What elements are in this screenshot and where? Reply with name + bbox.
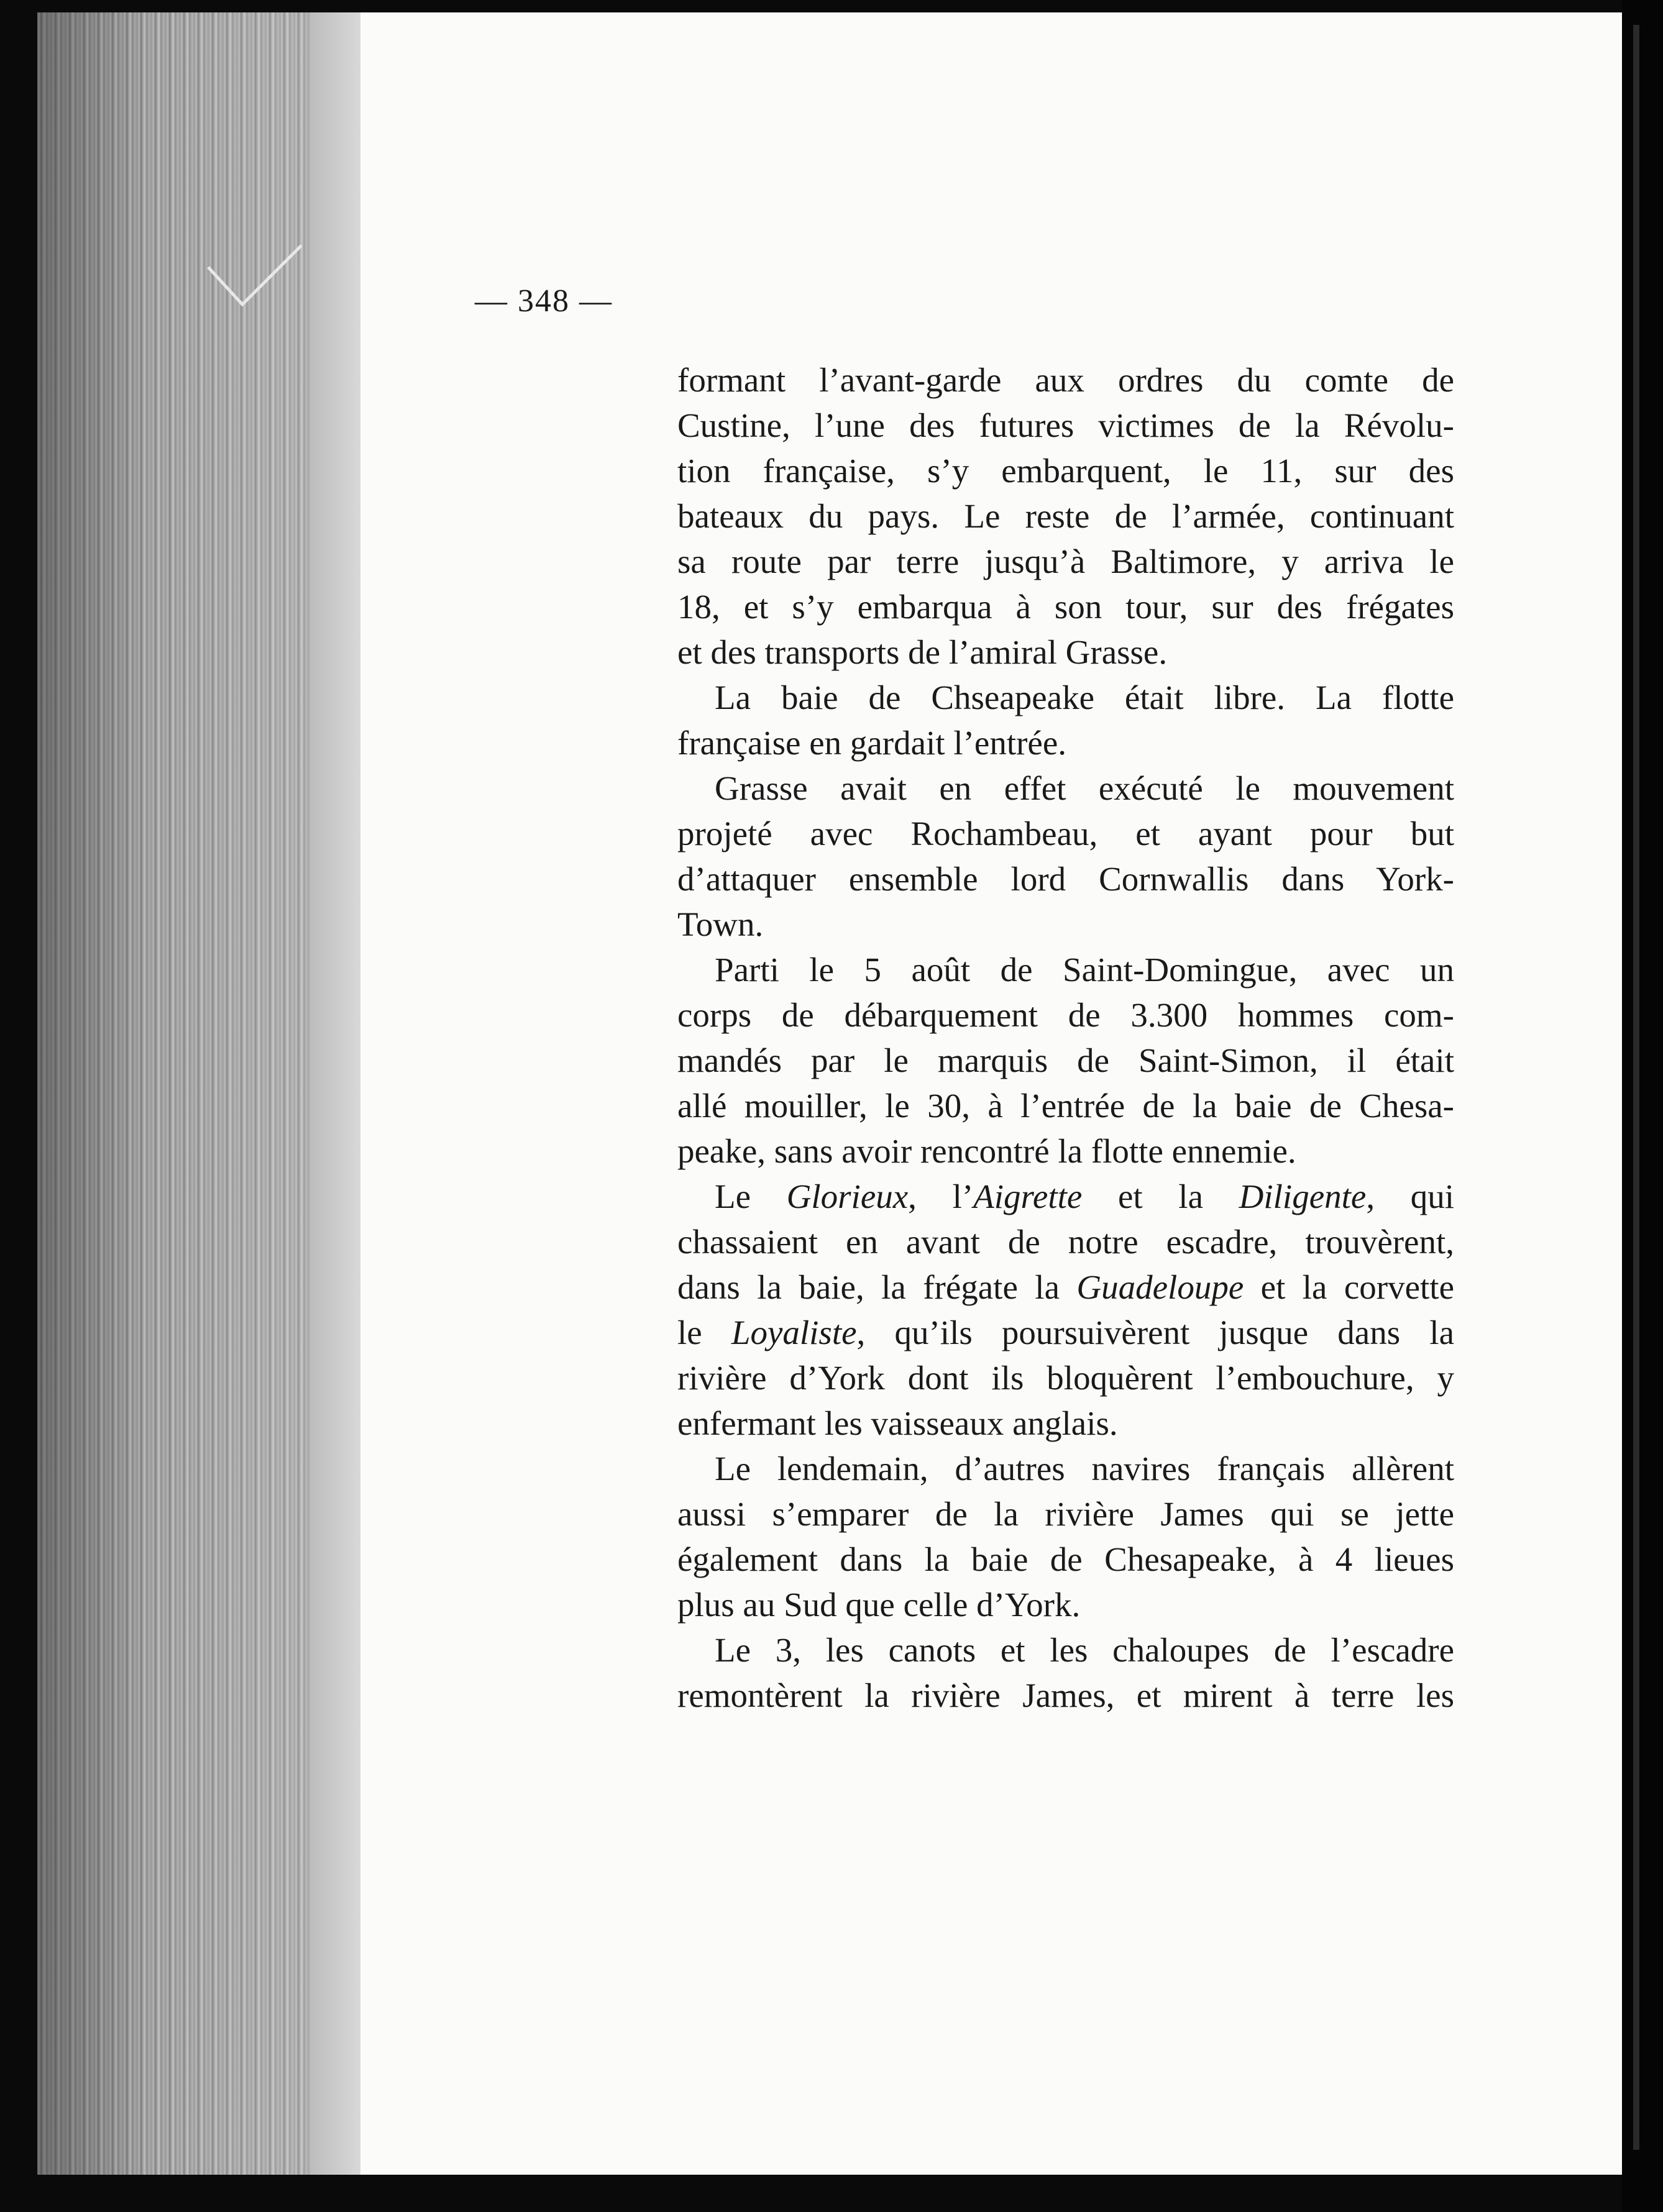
text-line: enfermant les vaisseaux anglais. <box>677 1404 1118 1442</box>
text-line: également dans la baie de Chesapeake, à 4 lieues <box>677 1540 1454 1578</box>
page-number: — 348 — <box>475 283 613 319</box>
text-line: d’attaquer ensemble lord Cornwallis dans York- <box>677 860 1454 898</box>
text-line: remontèrent la rivière James, et mirent à terre les <box>677 1676 1454 1714</box>
text-line: Town. <box>677 905 764 943</box>
text-line: sa route par terre jusqu’à Baltimore, y arriva le <box>677 542 1454 580</box>
text-line: Custine, l’une des futures victimes de la Révolu- <box>677 406 1454 444</box>
text-line: formant l’avant-garde aux ordres du comte de <box>677 361 1454 399</box>
binding-strip <box>1622 0 1663 2212</box>
text-line: plus au Sud que celle d’York. <box>677 1586 1081 1624</box>
text-line: corps de débarquement de 3.300 hommes com- <box>677 996 1454 1034</box>
text-line: projeté avec Rochambeau, et ayant pour but <box>677 815 1454 852</box>
text-line: chassaient en avant de notre escadre, trouvèrent, <box>677 1223 1454 1261</box>
text-line: rivière d’York dont ils bloquèrent l’embouchure, y <box>677 1359 1454 1397</box>
text-line: Le 3, les canots et les chaloupes de l’escadre <box>715 1631 1454 1669</box>
binding-edge-line <box>1633 25 1639 2150</box>
text-line: mandés par le marquis de Saint-Simon, il était <box>677 1041 1454 1079</box>
text-line: 18, et s’y embarqua à son tour, sur des frégates <box>677 588 1454 626</box>
text-line: Le lendemain, d’autres navires français allèrent <box>715 1450 1454 1488</box>
text-lines-after <box>677 1446 1454 1718</box>
text-line: tion française, s’y embarquent, le 11, sur des <box>677 452 1454 490</box>
page-edge-highlight <box>311 12 360 2175</box>
text-line: allé mouiller, le 30, à l’entrée de la baie de Chesa- <box>677 1087 1454 1125</box>
text-lines-before <box>677 357 1454 1174</box>
text-line: et des transports de l’amiral Grasse. <box>677 633 1168 671</box>
text-line: Le Glorieux, l’Aigrette et la Diligente, qui <box>715 1177 1454 1215</box>
text-line: peake, sans avoir rencontré la flotte ennemie. <box>677 1132 1296 1170</box>
text-line: bateaux du pays. Le reste de l’armée, continuant <box>677 497 1454 535</box>
body-text <box>677 357 1454 1718</box>
text-line: le Loyaliste, qu’ils poursuivèrent jusque dans la <box>677 1314 1454 1351</box>
text-line: française en gardait l’entrée. <box>677 724 1067 762</box>
text-line: Parti le 5 août de Saint-Domingue, avec un <box>715 951 1454 989</box>
text-line: aussi s’emparer de la rivière James qui se jette <box>677 1495 1454 1533</box>
text-line: Grasse avait en effet exécuté le mouvement <box>715 769 1454 807</box>
text-line: La baie de Chseapeake était libre. La flotte <box>715 679 1454 716</box>
text-line: dans la baie, la frégate la Guadeloupe et la corvette <box>677 1268 1454 1306</box>
